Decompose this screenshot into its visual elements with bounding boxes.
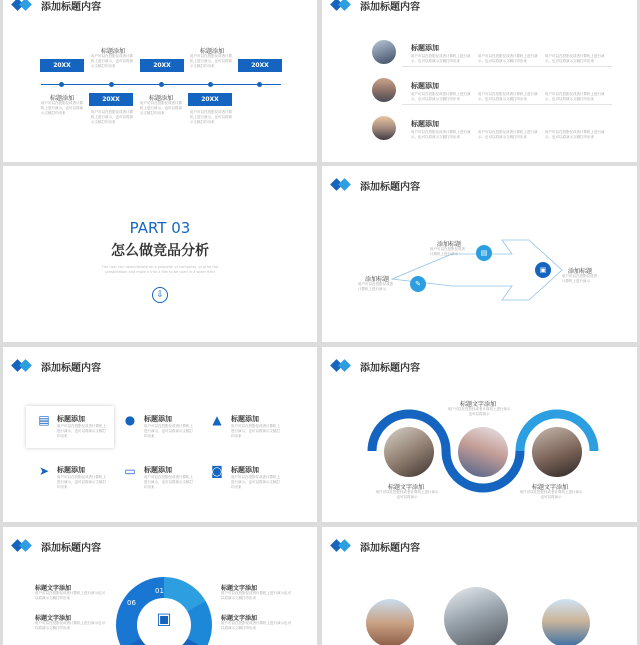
ring-right-title-2: 标题文字添加 [221,615,258,622]
grid-item-title: 标题添加 [231,415,259,423]
ring-left-title-2: 标题文字添加 [35,615,72,622]
step-icon-2: ▤ [476,245,492,261]
item-desc: 用户可以在投影仪或者计算机上进行演示，也可以将演示文稿打印出来 [478,54,538,63]
logo-icon [13,539,35,553]
gift-icon: ▣ [156,609,172,628]
ring-left-desc: 用户可以在投影仪或者计算机上进行演示也可以将演示文稿打印出来 [35,591,105,600]
item-desc: 用户可以在投影仪或者计算机上进行演示，也可以将演示文稿打印出来 [545,92,605,101]
grid-item-title: 标题添加 [144,466,172,474]
city-photo [372,78,396,102]
timeline-dot [109,82,114,87]
logo-icon [13,0,35,12]
ring-left-desc-2: 用户可以在投影仪或者计算机上进行演示也可以将演示文稿打印出来 [35,621,105,630]
timeline-dot [208,82,213,87]
paper-plane-icon: ➤ [38,464,50,478]
step-desc: 用户可以在投影仪或者计算机上进行演示 [358,282,393,291]
grid-item-desc: 用户可以在投影仪或者计算机上进行演示，也可以将演示文稿打印出来 [57,475,106,489]
year-box-3: 20XX [140,59,184,72]
grid-item-desc: 用户可以在投影仪或者计算机上进行演示，也可以将演示文稿打印出来 [144,424,193,438]
step-desc: 用户可以在投影仪或者计算机上进行演示 [430,247,465,256]
step-icon-1: ✎ [410,276,426,292]
slide-title: 添加标题内容 [41,542,101,554]
slide-header [13,539,101,553]
grid-item-title: 标题添加 [57,466,85,474]
wave-left-desc: 用户可以在投影仪或者计算机上进行演示也可以将演示 [375,490,439,499]
monitor-icon: ▭ [124,464,136,478]
slide-header [332,0,420,12]
item-title: 标题添加 [411,120,439,128]
timeline-desc: 用户可以在投影仪或者计算机上进行演示，也可以将演示文稿打印出来 [91,54,133,68]
handshake-photo [458,427,508,477]
logo-icon [332,0,354,12]
laptop-photo [532,427,582,477]
timeline-label: 标题添加 [101,48,126,55]
timeline-desc: 用户可以在投影仪或者计算机上进行演示，也可以将演示文稿打印出来 [41,101,83,115]
part-number: PART 03 [129,219,191,237]
slide-title: 添加标题内容 [41,1,101,13]
timeline-label: 标题添加 [200,48,225,55]
slide-title: 添加标题内容 [360,1,420,13]
slide-title: 添加标题内容 [360,181,420,193]
grid-item-title: 标题添加 [57,415,85,423]
download-icon[interactable]: ⇩ [152,287,168,303]
timeline-desc: 用户可以在投影仪或者计算机上进行演示，也可以将演示文稿打印出来 [140,101,182,115]
ring-left-title: 标题文字添加 [35,585,72,592]
ring-right-title: 标题文字添加 [221,585,258,592]
bridge-photo [444,587,508,645]
grid-item-desc: 用户可以在投影仪或者计算机上进行演示，也可以将演示文稿打印出来 [144,475,193,489]
slide-icon-grid[interactable] [3,347,317,522]
camera-icon: ◙ [211,464,223,478]
document-icon: ▤ [38,413,50,427]
slide-title: 添加标题内容 [360,542,420,554]
slide-photo-circles[interactable] [322,527,637,645]
year-box-1: 20XX [40,59,84,72]
slide-header [13,0,101,12]
ring-right-desc: 用户可以在投影仪或者计算机上进行演示也可以将演示文稿打印出来 [221,591,291,600]
slide-ring-diagram[interactable] [3,527,317,645]
timeline-label: 标题添加 [149,95,174,102]
timeline-dot [257,82,262,87]
coast-photo [542,599,590,645]
item-title: 标题添加 [411,82,439,90]
logo-icon [332,539,354,553]
ring-right-desc-2: 用户可以在投影仪或者计算机上进行演示也可以将演示文稿打印出来 [221,621,291,630]
wave-top-title: 标题文字添加 [460,401,497,408]
ring-number-01: 01 [155,587,164,595]
item-title: 标题添加 [411,44,439,52]
year-box-5: 20XX [238,59,282,72]
section-desc: The user can demonstrate on a projector or computer, or print the presentation and make it into a film to be used in a wider field [101,265,219,274]
item-desc: 用户可以在投影仪或者计算机上进行演示，也可以将演示文稿打印出来 [545,54,605,63]
skyline-photo [372,116,396,140]
slide-section-title[interactable] [3,166,317,342]
logo-icon [13,359,35,373]
divider [402,104,612,105]
item-desc: 用户可以在投影仪或者计算机上进行演示，也可以将演示文稿打印出来 [478,130,538,139]
item-desc: 用户可以在投影仪或者计算机上进行演示，也可以将演示文稿打印出来 [411,130,471,139]
grid-item-desc: 用户可以在投影仪或者计算机上进行演示，也可以将演示文稿打印出来 [57,424,106,438]
section-subtitle: 怎么做竞品分析 [111,243,209,259]
location-user-icon: ▲ [212,413,222,427]
wave-right-title: 标题文字添加 [532,484,569,491]
wave-top-desc: 用户可以在投影仪或者计算机上进行演示也可以将演示 [447,407,511,416]
year-box-2: 20XX [89,93,133,106]
meeting-photo [384,427,434,477]
timeline-label: 标题添加 [50,95,75,102]
slide-timeline[interactable] [3,0,317,162]
timeline-desc: 用户可以在投影仪或者计算机上进行演示，也可以将演示文稿打印出来 [91,110,133,124]
step-icon-3: ▣ [535,262,551,278]
street-photo [366,599,414,645]
grid-item-title: 标题添加 [231,466,259,474]
slide-header [332,539,420,553]
slide-header [13,359,101,373]
timeline-desc: 用户可以在投影仪或者计算机上进行演示，也可以将演示文稿打印出来 [190,54,232,68]
item-desc: 用户可以在投影仪或者计算机上进行演示，也可以将演示文稿打印出来 [545,130,605,139]
year-box-4: 20XX [188,93,232,106]
step-title: 添加标题 [568,268,593,275]
slide-wave-photos[interactable] [322,347,637,522]
timeline-dot [59,82,64,87]
timeline-desc: 用户可以在投影仪或者计算机上进行演示，也可以将演示文稿打印出来 [190,110,232,124]
wave-left-title: 标题文字添加 [388,484,425,491]
item-desc: 用户可以在投影仪或者计算机上进行演示，也可以将演示文稿打印出来 [478,92,538,101]
slide-arrow-diagram[interactable] [322,166,637,342]
slide-title: 添加标题内容 [41,362,101,374]
grid-item-desc: 用户可以在投影仪或者计算机上进行演示，也可以将演示文稿打印出来 [231,475,280,489]
divider [402,66,612,67]
slide-title: 添加标题内容 [360,362,420,374]
building-photo [372,40,396,64]
user-icon: ● [124,413,136,427]
grid-item-title: 标题添加 [144,415,172,423]
item-desc: 用户可以在投影仪或者计算机上进行演示，也可以将演示文稿打印出来 [411,92,471,101]
step-desc: 用户可以在投影仪或者计算机上进行演示 [562,274,597,283]
wave-right-desc: 用户可以在投影仪或者计算机上进行演示也可以将演示 [519,490,583,499]
step-title: 添加标题 [437,241,462,248]
grid-item-desc: 用户可以在投影仪或者计算机上进行演示，也可以将演示文稿打印出来 [231,424,280,438]
timeline-dot [159,82,164,87]
item-desc: 用户可以在投影仪或者计算机上进行演示，也可以将演示文稿打印出来 [411,54,471,63]
ring-number-06: 06 [127,599,136,607]
step-title: 添加标题 [365,276,390,283]
slide-photo-list[interactable] [322,0,637,162]
